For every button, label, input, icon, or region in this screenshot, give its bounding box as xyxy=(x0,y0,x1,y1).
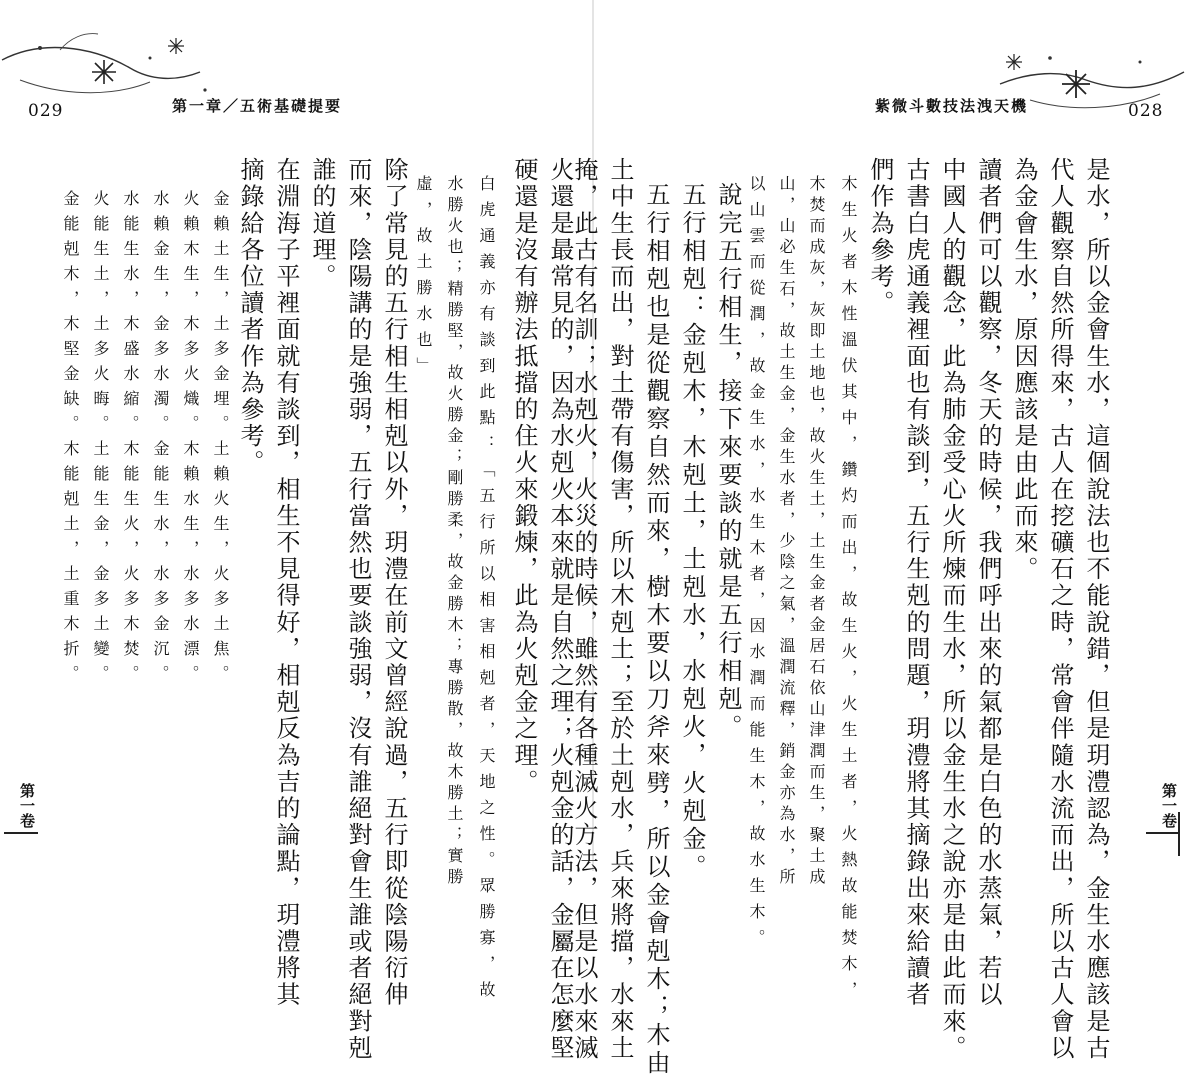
text-column: 水能生水，木盛水縮。木能生火，火多木焚。 xyxy=(121,190,140,690)
text-column: 山，山必生石，故土生金，金生水者，少陰之氣，溫潤流釋，銷金亦為水，所 xyxy=(777,175,796,889)
text-column: 水賴金生，金多水濁。金能生水，水多金沉。 xyxy=(151,190,170,690)
text-column: 誰的道理。 xyxy=(308,157,336,290)
text-column: 代人觀察自然所得來，古人在挖礦石之時，常會伴隨水流而出，所以古人會以 xyxy=(1046,157,1074,1062)
text-column: 們作為參考。 xyxy=(866,157,894,317)
text-column: 為金會生水，原因應該是由此而來。 xyxy=(1010,157,1038,583)
text-column: 在淵海子平裡面就有談到，相生不見得好，相剋反為吉的論點，玥澧將其 xyxy=(272,157,300,1009)
text-column: 火還是最常見的，因為水剋火本來就是自然之理；火剋金的話，金屬在怎麼堅 xyxy=(546,157,574,1062)
text-column: 中國人的觀念，此為肺金受心火所煉而生水，所以金生水之說亦是由此而來。 xyxy=(938,157,966,1062)
text-column: 木焚而成灰，灰即土地也，故火生土，土生金者金居石依山津潤而生，聚土成 xyxy=(807,175,826,889)
running-head-right: 紫微斗數技法洩天機 xyxy=(875,97,1029,115)
text-column: 水勝火也；精勝堅，故火勝金；剛勝柔，故金勝木；專勝散，故木勝土；實勝 xyxy=(445,175,464,889)
text-column: 火賴木生，木多火熾。木賴水生，水多水漂。 xyxy=(181,190,200,690)
volume-tab-left: 第一卷 xyxy=(4,783,38,834)
running-head-left: 第一章／五術基礎提要 xyxy=(172,97,343,115)
text-column: 火能生土，土多火晦。土能生金，金多土變。 xyxy=(91,190,110,690)
volume-tab-right: 第一卷 xyxy=(1146,783,1180,834)
text-column: 除了常見的五行相生相剋以外，玥澧在前文曾經說過，五行即從陰陽衍伸 xyxy=(380,157,408,1009)
text-column: 金賴土生，土多金埋。土賴火生，火多土焦。 xyxy=(211,190,230,690)
text-column: 說完五行相生，接下來要談的就是五行相剋。 xyxy=(714,182,742,742)
text-column: 是水，所以金會生水，這個說法也不能說錯，但是玥澧認為，金生水應該是古 xyxy=(1082,157,1110,1062)
text-column: 五行相剋也是從觀察自然而來，樹木要以刀斧來劈，所以金會剋木；木由 xyxy=(642,182,670,1078)
page-number-right: 028 xyxy=(1128,101,1164,121)
page-number-left: 029 xyxy=(28,101,64,121)
text-column: 金能剋木，木堅金缺。木能剋土，土重木折。 xyxy=(61,190,80,690)
page-edge-mark xyxy=(1178,812,1180,856)
text-column: 虛，故土勝水也」 xyxy=(414,175,433,383)
text-column: 木生火者木性溫伏其中，鑽灼而出，故生火，火生土者，火熱故能焚木， xyxy=(839,175,858,1007)
text-column: 五行相剋：金剋木，木剋土，土剋水，水剋火，火剋金。 xyxy=(678,182,706,882)
text-column: 白虎通義亦有談到此點：「五行所以相害相剋者，天地之性。眾勝寡，故 xyxy=(477,175,496,1007)
text-column: 而來，陰陽講的是強弱，五行當然也要談強弱，沒有誰絕對會生誰或者絕對剋 xyxy=(344,157,372,1062)
text-column: 土中生長而出，對土帶有傷害，所以木剋土；至於土剋水，兵來將擋，水來土 xyxy=(606,157,634,1062)
text-column: 硬還是沒有辦法抵擋的住火來鍛煉，此為火剋金之理。 xyxy=(510,157,538,796)
text-column: 讀者們可以觀察，冬天的時候，我們呼出來的氣都是白色的水蒸氣，若以 xyxy=(974,157,1002,1009)
text-column: 摘錄給各位讀者作為參考。 xyxy=(236,157,264,477)
text-column: 掩，此古有名訓；水剋火，火災的時候，雖然有各種滅火方法，但是以水來滅 xyxy=(570,157,598,1062)
text-column: 以山雲而從潤，故金生水，水生木者，因水潤而能生木，故水生木。 xyxy=(747,175,766,955)
text-column: 古書白虎通義裡面也有談到，五行生剋的問題，玥澧將其摘錄出來給讀者 xyxy=(902,157,930,1009)
